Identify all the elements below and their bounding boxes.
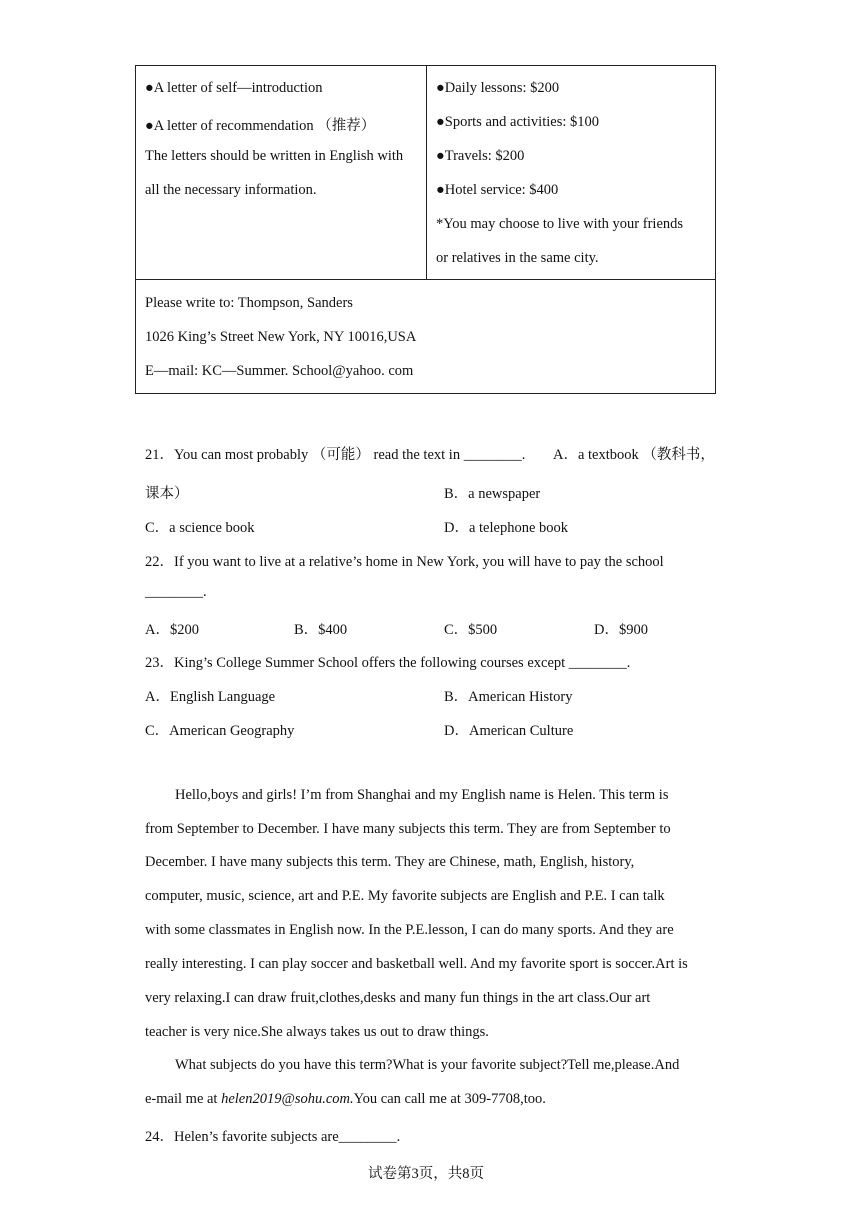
passage-line: Hello,boys and girls! I’m from Shanghai and my English name is Helen. This term is <box>175 787 669 803</box>
option-c: C．$500 <box>444 622 498 638</box>
passage-line: from September to December. I have many subjects this term. They are from September to <box>145 821 671 837</box>
table-divider-horizontal <box>135 279 716 280</box>
left-cell-line: The letters should be written in English with <box>145 148 404 164</box>
option-d: D．a telephone book <box>444 520 569 536</box>
option-d: D．American Culture <box>444 723 574 739</box>
bottom-cell-line: Please write to: Thompson, Sanders <box>145 295 353 311</box>
passage-email-line <box>145 1091 546 1108</box>
right-cell-line: *You may choose to live with your friends <box>436 216 684 232</box>
left-cell-line: ●A letter of recommendation （推荐） <box>145 118 376 134</box>
passage-line: computer, music, science, art and P.E. My favorite subjects are English and P.E. I can talk <box>145 888 665 904</box>
question-stem: 22．If you want to live at a relative’s home in New York, you will have to pay the school <box>145 554 664 570</box>
option-b: B．American History <box>444 689 573 705</box>
passage-line: very relaxing.I can draw fruit,clothes,desks and many fun things in the art class.Our art <box>145 990 651 1006</box>
option-a: A．English Language <box>145 689 276 705</box>
option-d: D．$900 <box>594 622 648 638</box>
passage-line: teacher is very nice.She always takes us out to draw things. <box>145 1024 489 1040</box>
email-address: helen2019@sohu.com. <box>221 1091 354 1107</box>
email-prefix: e-mail me at <box>145 1091 222 1107</box>
question-stem: 21．You can most probably （可能） read the text in ________. <box>145 447 526 463</box>
option-c: C．American Geography <box>145 723 295 739</box>
passage-line: December. I have many subjects this term. They are Chinese, math, English, history, <box>145 854 635 870</box>
left-cell-line: all the necessary information. <box>145 182 317 198</box>
option-a-continued: 课本） <box>145 486 189 502</box>
bottom-cell-line: E—mail: KC—Summer. School@yahoo. com <box>145 363 414 379</box>
right-cell-line: ●Sports and activities: $100 <box>436 114 600 130</box>
right-cell-line: or relatives in the same city. <box>436 250 599 266</box>
option-c: C．a science book <box>145 520 255 536</box>
right-cell-line: ●Travels: $200 <box>436 148 525 164</box>
passage-line: really interesting. I can play soccer and basketball well. And my favorite sport is soccer.Art is <box>145 956 688 972</box>
question-stem: 23．King’s College Summer School offers the following courses except ________. <box>145 655 631 671</box>
bottom-cell-line: 1026 King’s Street New York, NY 10016,USA <box>145 329 417 345</box>
page-footer: 试卷第3页，共8页 <box>368 1166 484 1182</box>
email-suffix: You can call me at 309-7708,too. <box>353 1091 546 1107</box>
left-cell-line: ●A letter of self—introduction <box>145 80 323 96</box>
option-a: A．$200 <box>145 622 199 638</box>
passage-line: with some classmates in English now. In the P.E.lesson, I can do many sports. And they are <box>145 922 674 938</box>
option-a: A．a textbook （教科书， <box>553 447 715 463</box>
option-b: B．$400 <box>294 622 348 638</box>
option-b: B．a newspaper <box>444 486 541 502</box>
answer-blank: ________. <box>145 584 207 600</box>
table-divider-vertical <box>426 65 427 280</box>
right-cell-line: ●Daily lessons: $200 <box>436 80 560 96</box>
question-24-stem: 24．Helen’s favorite subjects are________. <box>145 1129 401 1145</box>
right-cell-line: ●Hotel service: $400 <box>436 182 559 198</box>
passage-line: What subjects do you have this term?What is your favorite subject?Tell me,please.And <box>175 1057 680 1073</box>
